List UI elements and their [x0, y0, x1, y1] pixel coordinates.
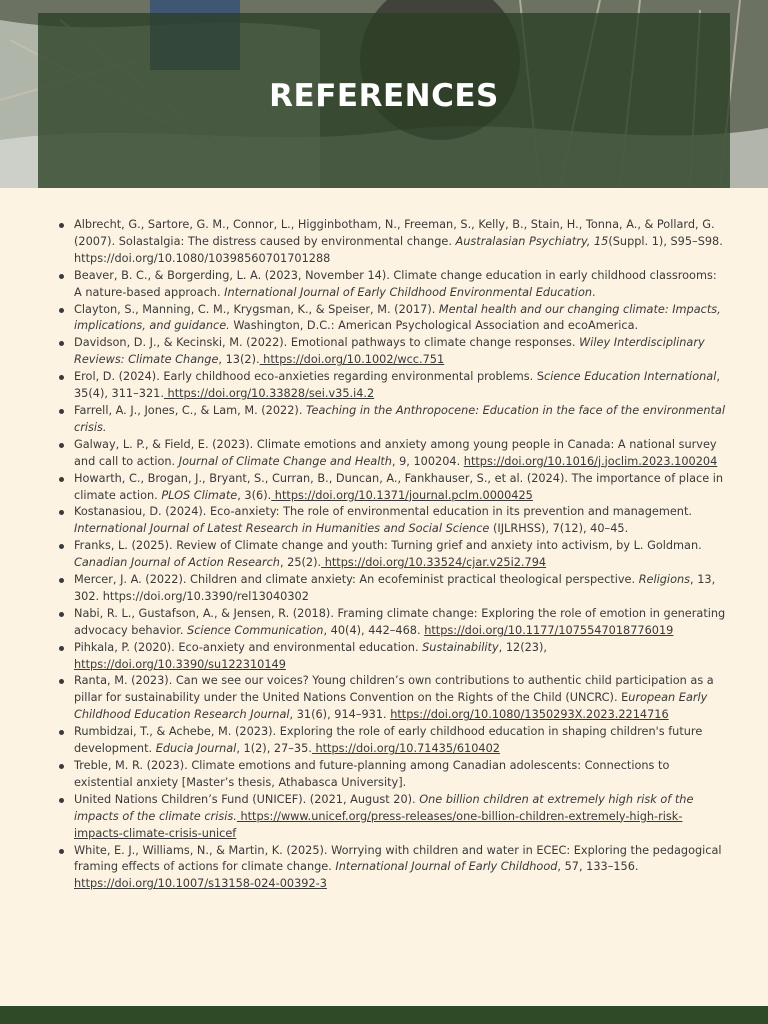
reference-source: Educia Journal: [155, 742, 237, 756]
reference-source: Australasian Psychiatry, 15: [455, 234, 609, 248]
bullet-icon: [59, 510, 64, 515]
reference-source: Teaching in the Anthropocene: Education in the face of the environmental crisis.: [74, 403, 725, 434]
reference-link[interactable]: https://doi.org/10.33828/sei.v35.i4.2: [163, 387, 375, 401]
reference-details: , 31(6), 914–931.: [289, 708, 391, 722]
reference-source: cience Education International: [543, 370, 717, 384]
bullet-icon: [59, 409, 64, 414]
reference-item: [56, 673, 726, 724]
reference-item: [56, 369, 726, 403]
reference-details: , 9, 100204.: [391, 454, 464, 468]
reference-details: .: [592, 285, 596, 299]
reference-source: Canadian Journal of Action Research: [74, 556, 280, 570]
reference-link[interactable]: https://doi.org/10.1016/j.joclim.2023.100204: [463, 454, 718, 468]
reference-item: [56, 724, 726, 758]
bullet-icon: [59, 477, 64, 482]
reference-item: [56, 437, 726, 471]
reference-source: Sustainability: [422, 640, 499, 654]
reference-source: Mental health and our changing climate: Impacts, implications, and guidance.: [74, 302, 721, 333]
reference-item: [56, 538, 726, 572]
reference-item: [56, 792, 726, 843]
bullet-icon: [59, 308, 64, 313]
reference-link[interactable]: https://doi.org/10.1002/wcc.751: [259, 353, 445, 367]
reference-details: , 35(4), 311–321.: [74, 370, 720, 401]
reference-text: Galway, L. P., & Field, E. (2023). Climate emotions and anxiety among young people in Canada: A national survey and call to action.: [74, 437, 717, 468]
bullet-icon: [59, 544, 64, 549]
bullet-icon: [59, 679, 64, 684]
reference-text: Nabi, R. L., Gustafson, A., & Jensen, R. (2018). Framing climate change: Exploring the role of emotion in generating advocacy behavior.: [74, 606, 726, 637]
reference-link[interactable]: https://www.unicef.org/press-releases/one-billion-children-extremely-high-risk-impacts-climate-crisis-unicef: [74, 809, 683, 840]
reference-text: Rumbidzai, T., & Achebe, M. (2023). Exploring the role of early childhood education in shaping children's future development.: [74, 725, 703, 756]
reference-item: [56, 403, 726, 437]
reference-text: Farrell, A. J., Jones, C., & Lam, M. (2022).: [74, 403, 307, 417]
bullet-icon: [59, 443, 64, 448]
title-box: [38, 13, 730, 188]
reference-text: Beaver, B. C., & Borgerding, L. A. (2023, November 14). Climate change education in early childhood classrooms: A nature-based approach.: [74, 268, 717, 299]
bullet-icon: [59, 223, 64, 228]
reference-details: , 3(6).: [237, 488, 272, 502]
reference-link[interactable]: https://doi.org/10.33524/cjar.v25i2.794: [321, 556, 547, 570]
reference-text: Pihkala, P. (2020). Eco-anxiety and environmental education.: [74, 640, 423, 654]
reference-item: [56, 504, 726, 538]
reference-link[interactable]: https://doi.org/10.71435/610402: [311, 742, 500, 756]
reference-link[interactable]: https://doi.org/10.1007/s13158-024-00392-3: [74, 877, 327, 891]
reference-details: , 57, 133–156.: [557, 860, 639, 874]
reference-details: , 12(23),: [498, 640, 547, 654]
bullet-icon: [59, 798, 64, 803]
header-banner: [0, 0, 768, 188]
reference-link[interactable]: https://doi.org/10.1080/1350293X.2023.2214716: [390, 708, 669, 722]
bullet-icon: [59, 375, 64, 380]
reference-text: White, E. J., Williams, N., & Martin, K. (2025). Worrying with children and water in ECEC: Exploring the pedagogical framing effects of actions for climate change.: [74, 843, 722, 874]
reference-list: [56, 217, 726, 893]
reference-text: Treble, M. R. (2023). Climate emotions and future-planning among Canadian adolescents: Connections to existential anxiety [Master’s thesis, Athabasca University].: [74, 759, 670, 789]
reference-details: , 25(2).: [279, 556, 322, 570]
reference-source: Wiley Interdisciplinary Reviews: Climate Change: [74, 336, 705, 367]
reference-details: , 13, 302. https://doi.org/10.3390/rel13040302: [74, 573, 716, 603]
reference-source: Journal of Climate Change and Health: [178, 454, 392, 468]
reference-text: Mercer, J. A. (2022). Children and climate anxiety: An ecofeminist practical theological perspective.: [74, 573, 639, 587]
reference-details: (IJLRHSS), 7(12), 40–45.: [489, 522, 629, 536]
reference-text: United Nations Children’s Fund (UNICEF). (2021, August 20).: [74, 792, 420, 806]
reference-item: [56, 302, 726, 336]
reference-item: [56, 335, 726, 369]
reference-source: uropean Early Childhood Education Research Journal: [74, 691, 708, 722]
reference-text: Franks, L. (2025). Review of Climate change and youth: Turning grief and anxiety into activism, by L. Goldman.: [74, 539, 702, 553]
reference-item: [56, 268, 726, 302]
reference-item: [56, 471, 726, 505]
reference-item: [56, 758, 726, 792]
bullet-icon: [59, 612, 64, 617]
page-title: REFERENCES: [269, 77, 499, 114]
reference-source: International Journal of Latest Research in Humanities and Social Science: [74, 522, 490, 536]
reference-source: Science Communication: [187, 623, 324, 637]
reference-text: Howarth, C., Brogan, J., Bryant, S., Curran, B., Duncan, A., Fankhauser, S., et al. (2024). The importance of place in climate action.: [74, 471, 724, 502]
reference-details: , 13(2).: [218, 353, 260, 367]
reference-text: Clayton, S., Manning, C. M., Krygsman, K., & Speiser, M. (2017).: [74, 302, 439, 316]
reference-details: Washington, D.C.: American Psychological Association and ecoAmerica.: [229, 319, 639, 333]
reference-item: [56, 640, 726, 674]
reference-text: Kostanasiou, D. (2024). Eco-anxiety: The role of environmental education in its prevention and management.: [74, 505, 692, 519]
reference-source: Religions: [638, 573, 691, 587]
reference-source: International Journal of Early Childhood: [335, 860, 558, 874]
reference-item: [56, 217, 726, 268]
reference-text: Albrecht, G., Sartore, G. M., Connor, L., Higginbotham, N., Freeman, S., Kelly, B., Stain, H., Tonna, A., & Pollard, G. (2007). Solastalgia: The distress caused by environmental change.: [74, 218, 715, 248]
reference-text: Davidson, D. J., & Kecinski, M. (2022). Emotional pathways to climate change responses.: [74, 336, 580, 350]
reference-item: [56, 843, 726, 894]
bullet-icon: [59, 578, 64, 583]
bullet-icon: [59, 274, 64, 279]
reference-item: [56, 572, 726, 606]
bullet-icon: [59, 730, 64, 735]
reference-link[interactable]: https://doi.org/10.1371/journal.pclm.0000425: [271, 488, 533, 502]
reference-text: Ranta, M. (2023). Can we see our voices? Young children’s own contributions to authentic child participation as a pillar for sustainability under the United Nations Convention on the Rights of the Child (UNCRC). E: [74, 674, 714, 705]
reference-item: [56, 606, 726, 640]
reference-link[interactable]: https://doi.org/10.1177/1075547018776019: [424, 623, 674, 637]
footer-bar: [0, 1006, 768, 1024]
bullet-icon: [59, 849, 64, 854]
reference-link[interactable]: https://doi.org/10.3390/su122310149: [74, 657, 286, 671]
reference-source: PLOS Climate: [161, 488, 238, 502]
reference-details: , 1(2), 27–35.: [236, 742, 312, 756]
bullet-icon: [59, 646, 64, 651]
bullet-icon: [59, 341, 64, 346]
reference-details: (Suppl. 1), S95–S98. https://doi.org/10.1080/10398560701701288: [74, 234, 723, 265]
reference-details: , 40(4), 442–468.: [323, 623, 425, 637]
bullet-icon: [59, 764, 64, 769]
reference-source: International Journal of Early Childhood Environmental Education: [224, 285, 593, 299]
reference-text: Erol, D. (2024). Early childhood eco-anxieties regarding environmental problems. S: [74, 370, 544, 384]
reference-source: One billion children at extremely high risk of the impacts of the climate crisis.: [74, 792, 694, 823]
